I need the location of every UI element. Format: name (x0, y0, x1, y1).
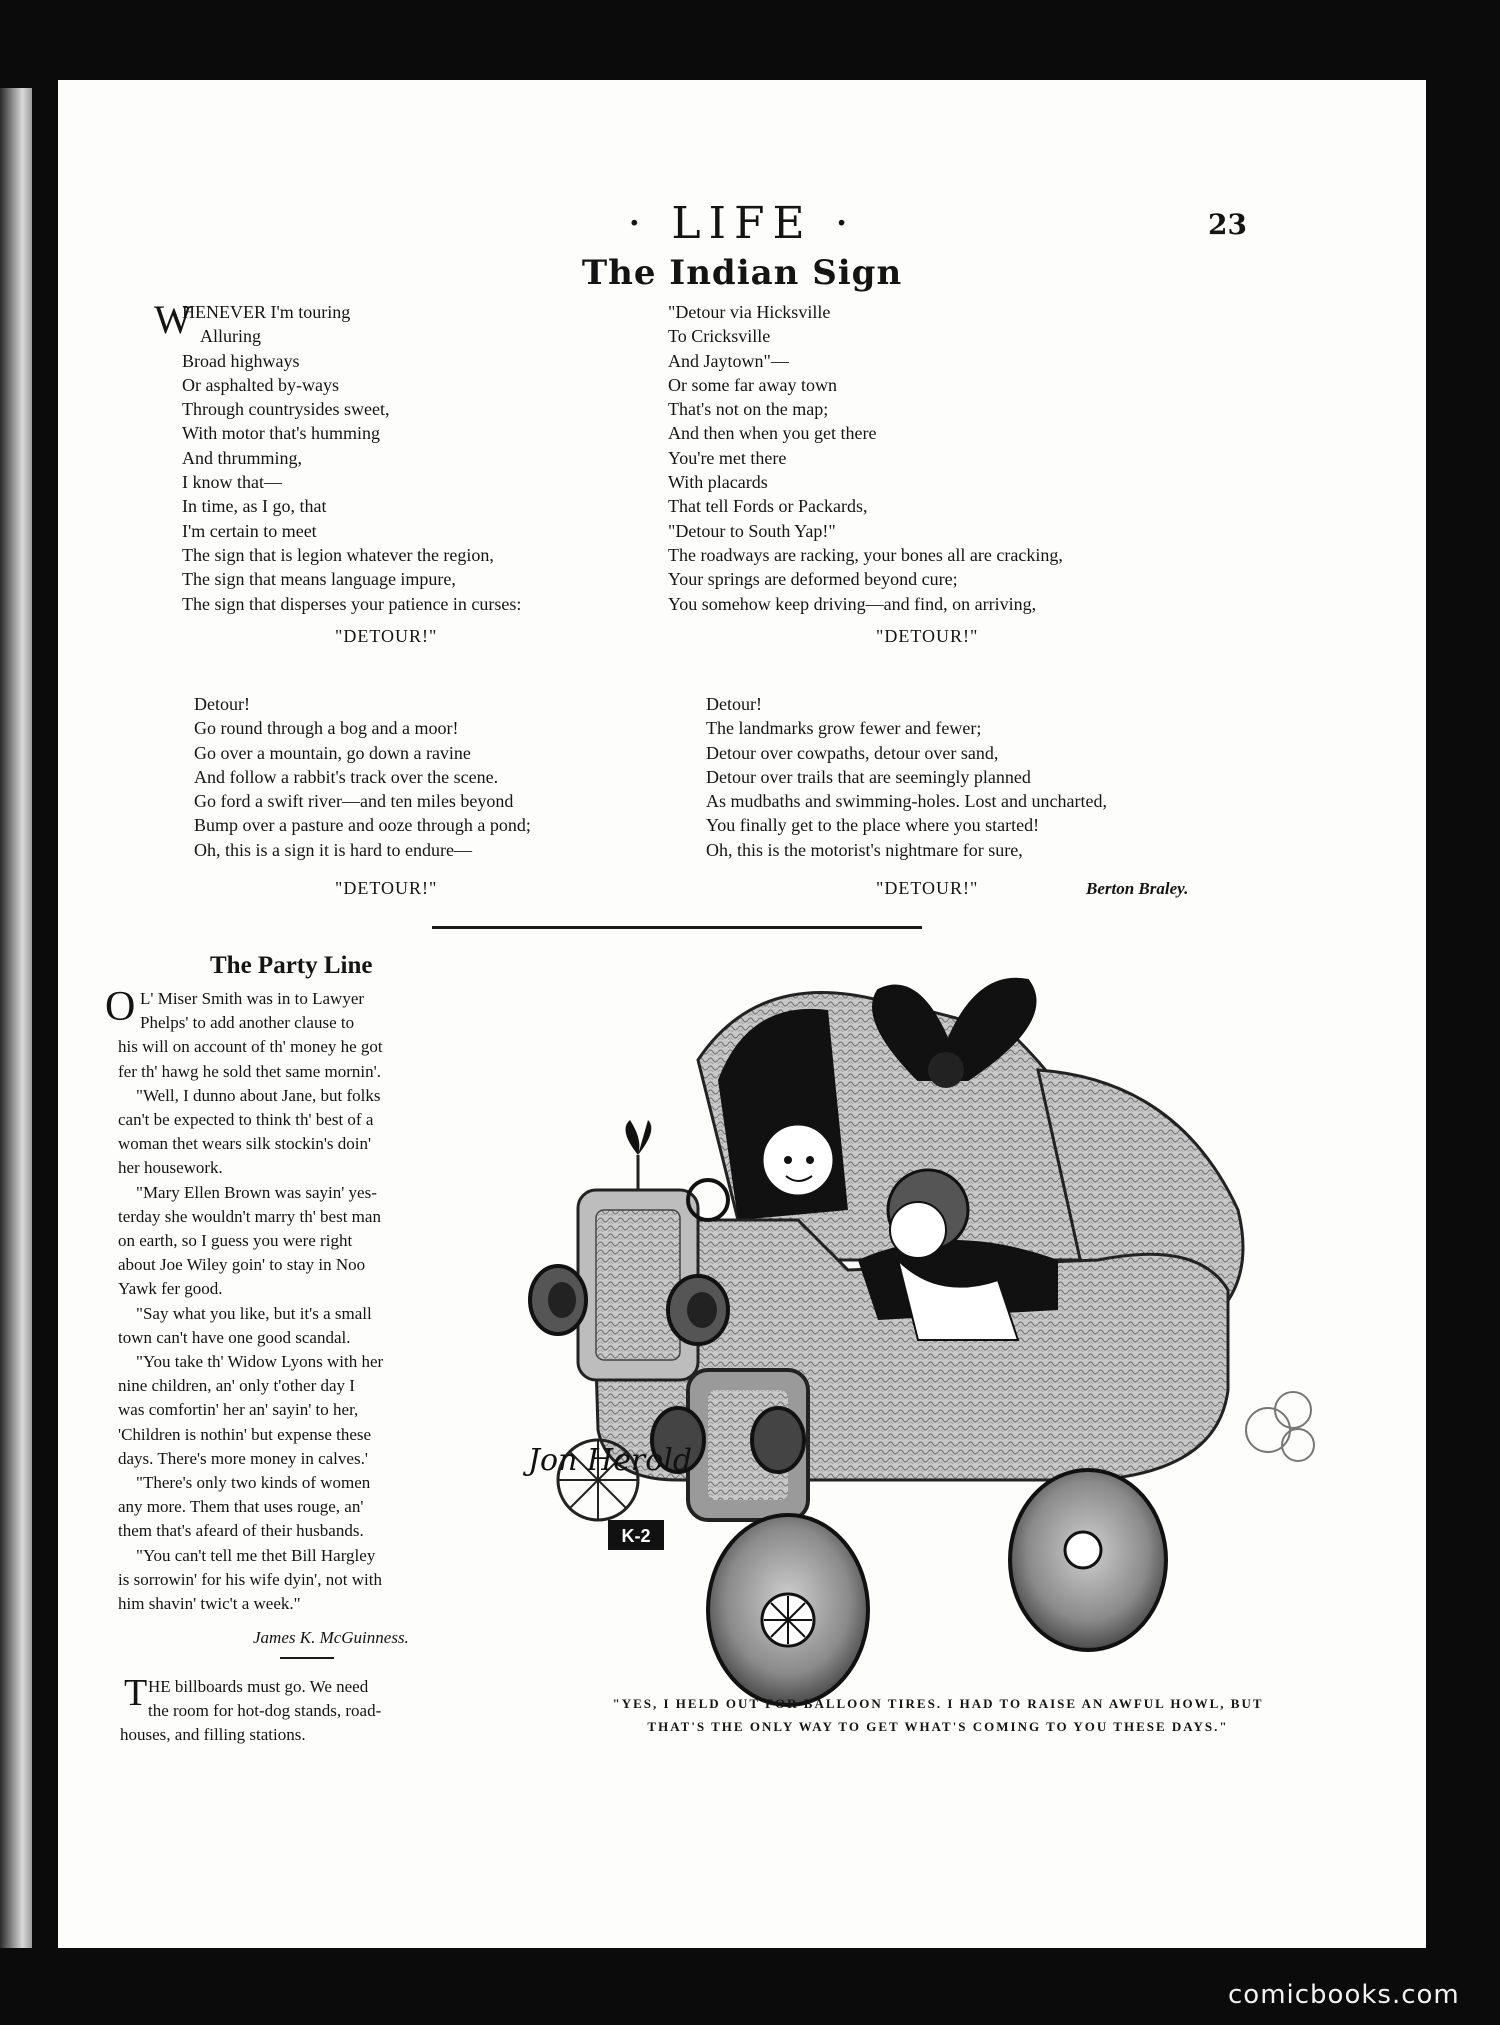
text-line: can't be expected to think th' best of a (118, 1110, 374, 1130)
text-line: "There's only two kinds of women (136, 1473, 371, 1493)
refrain-4: "DETOUR!" (876, 878, 979, 898)
text-line: That tell Fords or Packards, (668, 496, 868, 517)
text-line: "You take th' Widow Lyons with her (136, 1352, 384, 1372)
text-line: And thrumming, (182, 447, 302, 468)
text-line: The roadways are racking, your bones all are cracking, (668, 544, 1063, 565)
poem-stanza-right-top (668, 300, 1063, 616)
caption-line-2: THAT'S THE ONLY WAY TO GET WHAT'S COMING TO YOU THESE DAYS." (647, 1719, 1229, 1734)
text-line: As mudbaths and swimming-holes. Lost and uncharted, (706, 791, 1107, 812)
text-line: "Say what you like, but it's a small (136, 1303, 372, 1323)
text-line: terday she wouldn't marry th' best man (118, 1206, 381, 1226)
poem-stanza-right-bottom (706, 692, 1107, 862)
text-line: woman thet wears silk stockin's doin' (118, 1134, 372, 1154)
poem-title: The Indian Sign (581, 253, 903, 293)
text-line: And Jaytown"— (668, 350, 789, 371)
cartoon-caption (528, 1692, 1348, 1738)
text-line: Go ford a swift river—and ten miles beyond (194, 791, 514, 812)
text-line: nine children, an' only t'other day I (118, 1376, 355, 1396)
text-line: Detour over cowpaths, detour over sand, (706, 742, 999, 763)
text-line: Go round through a bog and a moor! (194, 718, 459, 739)
party-line-title: The Party Line (210, 952, 373, 979)
text-line: Through countrysides sweet, (182, 399, 390, 420)
text-line: him shavin' twic't a week." (118, 1594, 301, 1614)
text-line: I know that— (182, 472, 282, 493)
text-line: You somehow keep driving—and find, on arriving, (668, 593, 1037, 614)
text-line: The sign that disperses your patience in curses: (182, 593, 522, 614)
refrain-1: "DETOUR!" (335, 626, 438, 646)
text-line: any more. Them that uses rouge, an' (118, 1497, 364, 1517)
page-number: 23 (1208, 208, 1247, 241)
billboards-text (120, 1672, 460, 1748)
text-line: 'Children is nothin' but expense these (118, 1424, 372, 1444)
text-line: HE billboards must go. We need (148, 1677, 369, 1696)
text-line: With placards (668, 472, 768, 493)
text-line: The landmarks grow fewer and fewer; (706, 718, 982, 739)
text-line: You finally get to the place where you started! (706, 815, 1040, 836)
poem-stanza-left-top (182, 300, 521, 616)
text-line: Detour! (706, 694, 762, 714)
text-line: Or asphalted by-ways (182, 374, 339, 395)
text-line: The sign that means language impure, (182, 569, 456, 590)
license-plate: K-2 (621, 1526, 651, 1546)
text-line: Bump over a pasture and ooze through a pond; (194, 815, 531, 836)
party-line-author: James K. McGuinness. (253, 1628, 409, 1647)
text-line: "You can't tell me thet Bill Hargley (136, 1545, 376, 1565)
poem-stanza-left-bottom (194, 692, 531, 862)
text-line: Alluring (200, 326, 261, 347)
billboards-dropcap: T (124, 1672, 148, 1714)
refrain-3: "DETOUR!" (335, 878, 438, 898)
text-line: Yawk fer good. (118, 1279, 223, 1299)
text-line: "Well, I dunno about Jane, but folks (136, 1085, 381, 1105)
text-line: HENEVER I'm touring (182, 302, 351, 322)
adjacent-page-edge (0, 88, 32, 1948)
section-divider (432, 926, 922, 929)
party-line-text (118, 987, 458, 1616)
artist-signature: Jon Herold (528, 1443, 693, 1478)
text-line: And then when you get there (668, 423, 877, 444)
magazine-title: · LIFE · (627, 198, 857, 249)
text-line: Oh, this is the motorist's nightmare for sure, (706, 839, 1023, 860)
text-line: houses, and filling stations. (120, 1725, 306, 1745)
magazine-page (58, 80, 1426, 1948)
text-line: "Detour via Hicksville (668, 302, 831, 322)
text-line: is sorrowin' for his wife dyin', not with (118, 1569, 382, 1589)
text-line: With motor that's humming (182, 423, 381, 444)
text-line: Broad highways (182, 350, 300, 371)
text-line: about Joe Wiley goin' to stay in Noo (118, 1255, 366, 1275)
text-line: them that's afeard of their husbands. (118, 1521, 364, 1541)
short-divider (280, 1657, 334, 1659)
text-line: Oh, this is a sign it is hard to endure— (194, 839, 472, 860)
text-line: In time, as I go, that (182, 496, 327, 517)
text-line: And follow a rabbit's track over the scene. (194, 766, 499, 787)
text-line: town can't have one good scandal. (118, 1327, 351, 1347)
text-line: You're met there (668, 447, 787, 468)
text-line: Your springs are deformed beyond cure; (668, 569, 958, 590)
text-line: The sign that is legion whatever the region, (182, 544, 494, 565)
text-line: "Detour to South Yap!" (668, 520, 836, 541)
text-line: Phelps' to add another clause to (140, 1013, 355, 1033)
watermark: comicbooks.com (1228, 1980, 1460, 2010)
caption-line-1: "YES, I HELD OUT FOR BALLOON TIRES. I HAD TO RAISE AN AWFUL HOWL, BUT (612, 1696, 1264, 1711)
car-cartoon-illustration (498, 960, 1338, 1750)
text-line: Or some far away town (668, 374, 837, 395)
text-line: the room for hot-dog stands, road- (148, 1701, 382, 1721)
poem-dropcap: W (154, 297, 192, 342)
text-line: Detour over trails that are seemingly planned (706, 766, 1031, 787)
text-line: To Cricksville (668, 326, 771, 347)
refrain-2: "DETOUR!" (876, 626, 979, 646)
text-line: L' Miser Smith was in to Lawyer (140, 989, 365, 1008)
text-line: fer th' hawg he sold thet same mornin'. (118, 1061, 381, 1081)
text-line: I'm certain to meet (182, 520, 317, 541)
text-line: his will on account of th' money he got (118, 1037, 383, 1057)
text-line: on earth, so I guess you were right (118, 1231, 353, 1251)
text-line: "Mary Ellen Brown was sayin' yes- (136, 1182, 377, 1202)
party-line-dropcap: O (105, 984, 136, 1030)
text-line: That's not on the map; (668, 399, 829, 420)
poem-author: Berton Braley. (1086, 879, 1189, 898)
text-line: her housework. (118, 1158, 223, 1178)
text-line: was comfortin' her an' sayin' to her, (118, 1400, 359, 1420)
text-line: days. There's more money in calves.' (118, 1448, 368, 1468)
text-line: Go over a mountain, go down a ravine (194, 742, 471, 763)
text-line: Detour! (194, 694, 250, 714)
